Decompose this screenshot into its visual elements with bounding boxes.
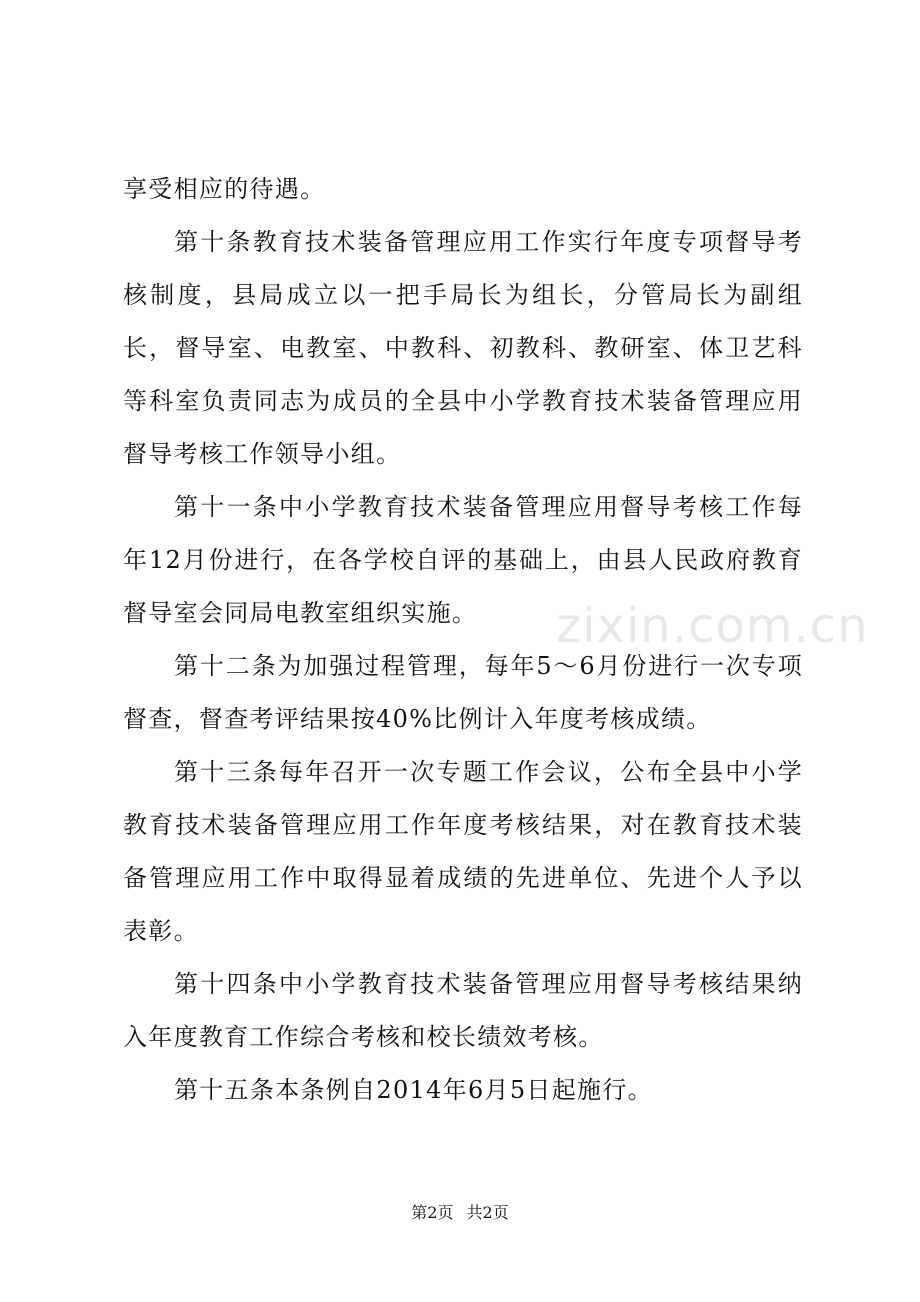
site-watermark: zixin.com.cn xyxy=(556,598,869,654)
document-body xyxy=(123,163,803,1117)
paragraph-article-13: 第十三条每年召开一次专题工作会议，公布全县中小学教育技术装备管理应用工作年度考核结果，对在教育技术装备管理应用工作中取得显着成绩的先进单位、先进个人予以表彰。 xyxy=(123,758,803,945)
page-footer xyxy=(0,1203,920,1223)
paragraph-article-12: 第十二条为加强过程管理，每年5～6月份进行一次专项督查，督查考评结果按40%比例计入年度考核成绩。 xyxy=(123,652,803,733)
paragraph-article-14: 第十四条中小学教育技术装备管理应用督导考核结果纳入年度教育工作综合考核和校长绩效考核。 xyxy=(123,970,803,1051)
page-number: 第2页 xyxy=(411,1203,454,1222)
paragraph-article-15: 第十五条本条例自2014年6月5日起施行。 xyxy=(174,1076,653,1104)
paragraph-continuation: 享受相应的待遇。 xyxy=(123,175,326,203)
paragraph-article-11: 第十一条中小学教育技术装备管理应用督导考核工作每年12月份进行，在各学校自评的基础上，由县人民政府教育督导室会同局电教室组织实施。 xyxy=(123,493,803,627)
page-total: 共2页 xyxy=(466,1203,509,1222)
paragraph-article-10: 第十条教育技术装备管理应用工作实行年度专项督导考核制度，县局成立以一把手局长为组长，分管局长为副组长，督导室、电教室、中教科、初教科、教研室、体卫艺科等科室负责同志为成员的全县中小学教育技术装备管理应用督导考核工作领导小组。 xyxy=(123,228,803,468)
